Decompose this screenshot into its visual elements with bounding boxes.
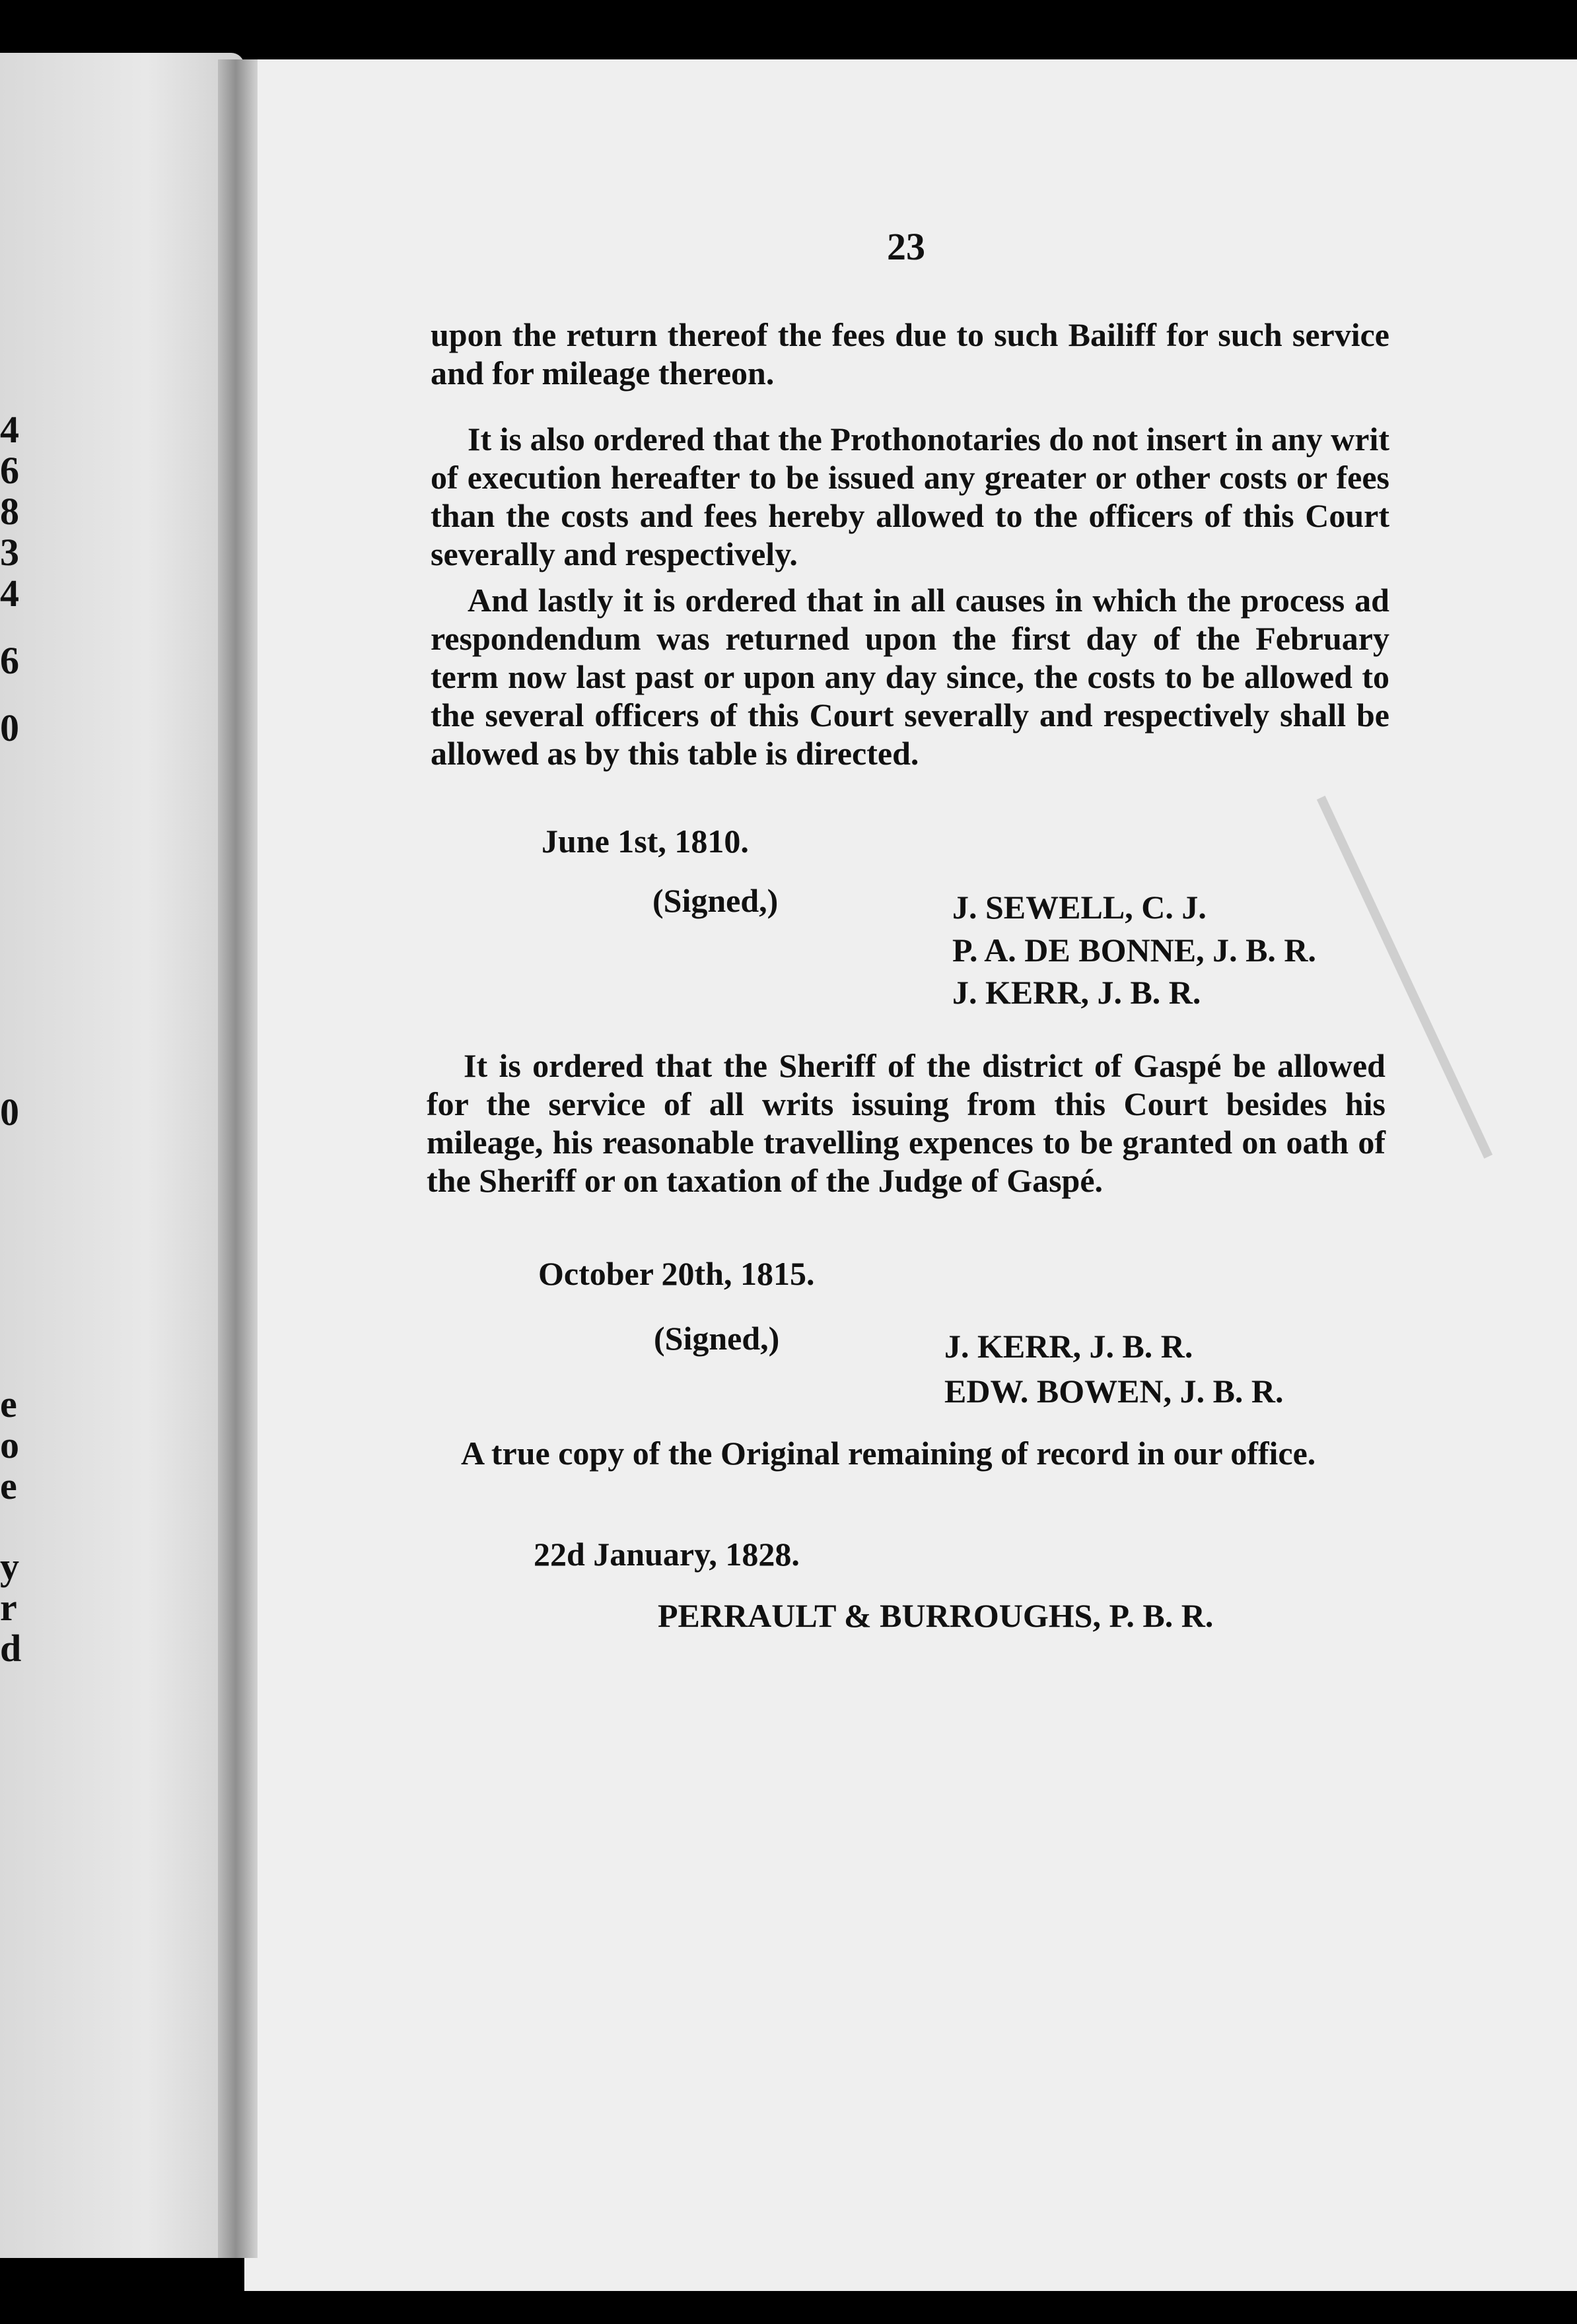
left-page-bleed-glyphs <box>0 409 21 1669</box>
signatory-debonne: P. A. DE BONNE, J. B. R. <box>952 932 1317 969</box>
paragraph-5: A true copy of the Original remaining of record in our office. <box>461 1435 1316 1472</box>
bleed-glyph: 6 <box>0 639 19 682</box>
bleed-glyph: 0 <box>0 706 19 749</box>
bleed-glyph: 6 <box>0 449 19 492</box>
signatory-kerr-1: J. KERR, J. B. R. <box>952 974 1201 1011</box>
date-line-3: 22d January, 1828. <box>534 1536 800 1573</box>
signatory-sewell: J. SEWELL, C. J. <box>952 889 1207 926</box>
signatory-bowen: EDW. BOWEN, J. B. R. <box>944 1373 1284 1410</box>
book-gutter <box>218 59 258 2258</box>
bleed-glyph: 4 <box>0 572 19 615</box>
paragraph-2: It is also ordered that the Prothonotaries do not insert in any writ of execution hereafter to be issued any greater or other costs or fees than the costs and fees hereby allowed to the officers of this Court severally and respectively. <box>431 421 1389 572</box>
bleed-glyph: d <box>0 1627 22 1670</box>
paragraph-3: And lastly it is ordered that in all causes in which the process ad respondendum was returned upon the first day of the February term now last past or upon any day since, the costs to be allowed to the several officers of this Court severally and respectively shall be allowed as by this table is directed. <box>431 582 1389 772</box>
date-line-2: October 20th, 1815. <box>538 1255 815 1292</box>
bleed-glyph: 3 <box>0 531 19 574</box>
paragraph-1: upon the return thereof the fees due to such Bailiff for such service and for mileage thereon. <box>431 316 1389 392</box>
left-page-edge <box>0 53 244 2258</box>
attestation-signature: PERRAULT & BURROUGHS, P. B. R. <box>658 1597 1214 1634</box>
bleed-glyph: e <box>0 1464 17 1507</box>
bleed-glyph: 0 <box>0 1091 19 1134</box>
bleed-glyph: y <box>0 1545 19 1588</box>
bleed-glyph: e <box>0 1383 17 1425</box>
bleed-glyph: 8 <box>0 490 19 533</box>
bleed-glyph: o <box>0 1423 19 1466</box>
bleed-glyph: 4 <box>0 408 19 451</box>
signed-label-1: (Signed,) <box>652 882 779 919</box>
signed-label-2: (Signed,) <box>654 1320 780 1357</box>
paragraph-4: It is ordered that the Sheriff of the district of Gaspé be allowed for the service of all writs issuing from this Court besides his mileage, his reasonable travelling expences to be granted on oath of the Sheriff or on taxation of the Judge of Gaspé. <box>427 1047 1385 1199</box>
bleed-glyph: r <box>0 1586 17 1629</box>
signatory-kerr-2: J. KERR, J. B. R. <box>944 1328 1193 1365</box>
page-number: 23 <box>887 225 925 268</box>
date-line-1: June 1st, 1810. <box>542 823 749 860</box>
